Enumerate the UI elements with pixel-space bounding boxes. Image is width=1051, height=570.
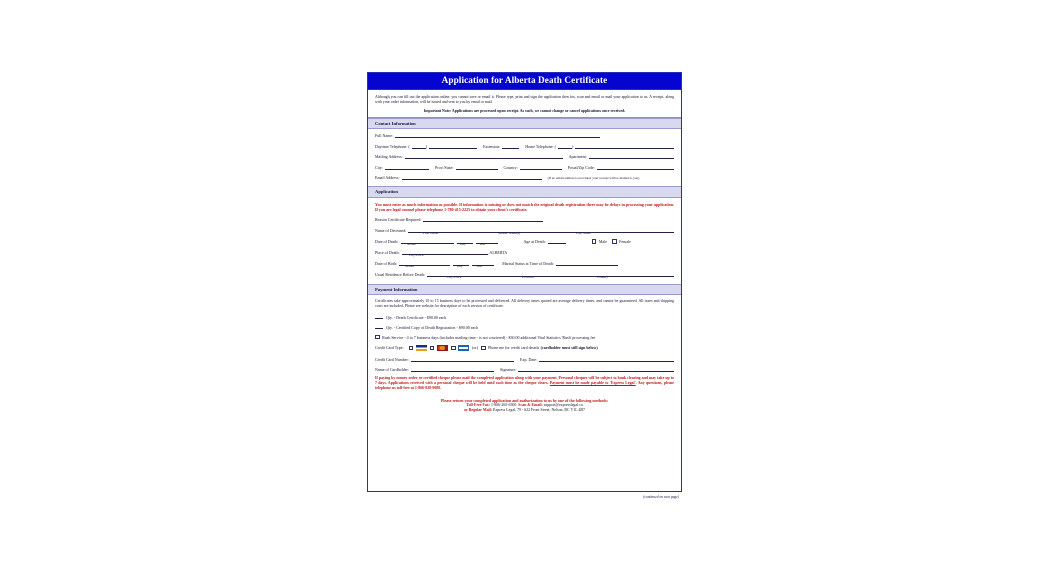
row-city-country — [375, 165, 674, 170]
section-heading-application — [368, 186, 681, 197]
regular-mail-line — [375, 408, 674, 413]
application-heading-label: Application — [375, 189, 398, 195]
delivery-time-text: Certificates take approximately 10 to 15 business days to be processed and delivered. All delivery times quoted are average delivery times, and cannot be guaranteed. All taxes and shipping costs are included. Please see website for description of each version of certificate. — [375, 299, 674, 309]
order-line-certified-copy — [375, 325, 674, 330]
continued-next-page-note: (continued on next page) — [643, 495, 679, 499]
page-title: Application for Alberta Death Certificate — [441, 75, 608, 85]
signature-label: Signature: — [500, 367, 517, 373]
place-of-death-city-sublabel: City/Town — [409, 252, 424, 257]
country-input[interactable] — [520, 165, 562, 170]
credit-card-type-label: Credit Card Type: — [375, 345, 404, 351]
place-of-death-sublabels — [375, 253, 674, 257]
email-address-input[interactable] — [402, 175, 542, 180]
intro-block — [368, 90, 681, 118]
mailing-address-label: Mailing Address: — [375, 154, 403, 160]
reason-certificate-input[interactable] — [423, 217, 543, 222]
phone-me-label: Phone me for credit card details — [488, 345, 540, 351]
death-month-sublabel: Month — [407, 241, 417, 246]
visa-checkbox[interactable] — [409, 346, 414, 351]
home-telephone-label: Home Telephone: ( — [525, 143, 556, 149]
place-of-death-province: , ALBERTA — [487, 249, 508, 255]
extension-input[interactable] — [502, 144, 519, 149]
home-paren-close: ) — [571, 143, 574, 149]
money-order-text-b: . Any questions, please telephone us toll-free at 1-866-828-9680. — [375, 381, 675, 391]
mailing-address-input[interactable] — [405, 154, 563, 159]
male-checkbox[interactable] — [592, 239, 597, 244]
prov-state-input[interactable] — [456, 165, 498, 170]
home-area-code-input[interactable] — [558, 144, 572, 149]
amex-checkbox[interactable] — [451, 346, 456, 351]
amex-icon — [458, 345, 469, 351]
marital-status-label: Marital Status at Time of Death: — [502, 260, 554, 266]
row-email-address — [375, 175, 674, 180]
female-checkbox[interactable] — [612, 239, 617, 244]
form-title-bar — [368, 73, 681, 90]
name-of-cardholder-input[interactable] — [411, 367, 494, 372]
female-label: Female — [619, 238, 631, 244]
row-cardholder-signature — [375, 367, 674, 372]
male-label: Male — [598, 238, 608, 244]
regular-mail-value: Express Legal, 79 - 622 Front Street, Nelson, BC V1L 4B7 — [492, 408, 585, 413]
birth-month-sublabel: Month — [405, 263, 415, 268]
row-mailing-address — [375, 154, 674, 159]
exp-date-label: Exp. Date: — [520, 356, 538, 362]
application-body — [368, 198, 681, 284]
death-day-sublabel: Day — [460, 241, 466, 246]
place-of-death-label: Place of Death: — [375, 249, 400, 255]
intro-paragraph: Although you can fill out the application online, you cannot save or email it. Please type, print and sign the application then fax, scan and email or mail your application to us. A receipt, along with your order information, will be issued and sent to you by email or mail. — [375, 95, 674, 105]
daytime-paren-close: ) — [425, 143, 428, 149]
residence-city-sublabel: City/Town — [447, 274, 462, 279]
last-name-sublabel: Last Name — [576, 230, 591, 235]
email-address-label: Email Address: — [375, 175, 400, 181]
email-hint-text: (If no email address is provided, your receipt will be mailed to you) — [547, 176, 640, 181]
application-form-sheet — [367, 72, 682, 499]
row-full-name — [375, 133, 674, 138]
payment-information-body — [368, 295, 681, 417]
important-note: Important Note: Applications are processed upon receipt. As such, we cannot change or cancel applications once received. — [423, 108, 626, 113]
application-warning-text: You must enter as much information as possible. If information is missing or does not match the original death registration there may be delays in processing your application. If you are legal counsel please telephone 1-780-415-2225 to obtain your client's certificate. — [375, 201, 674, 212]
scan-email-value[interactable]: support@expresslegal.ca — [543, 403, 583, 408]
mastercard-checkbox[interactable] — [430, 346, 435, 351]
date-of-death-label: Date of Death: — [375, 238, 399, 244]
full-name-label: Full Name: — [375, 133, 394, 139]
credit-card-number-label: Credit Card Number: — [375, 356, 409, 362]
age-at-death-label: Age at Death: — [523, 238, 546, 244]
marital-status-input[interactable] — [556, 261, 618, 266]
money-order-text-a: If paying by money order or certified cheque please mail the completed application along with your payment. Personal cheques will be subject to bank clearing and may take up to 7 days. Applications received with a personal cheque will be held until such time as the cheque clears. — [375, 376, 674, 386]
or-label: (or) — [472, 345, 479, 351]
fax-label: Toll-Free Fax: — [466, 403, 491, 408]
visa-icon — [416, 345, 427, 351]
certified-copy-qty-input[interactable] — [375, 325, 383, 329]
cardholder-sign-note: (cardholder must still sign below) — [540, 345, 598, 351]
death-certificate-qty-input[interactable] — [375, 315, 383, 319]
country-label: Country: — [503, 164, 518, 170]
date-of-birth-label: Date of Birth: — [375, 260, 398, 266]
home-telephone-input[interactable] — [575, 144, 674, 149]
residence-country-sublabel: Country — [597, 274, 609, 279]
apartment-input[interactable] — [589, 154, 674, 159]
section-heading-contact-information — [368, 118, 681, 129]
exp-date-input[interactable] — [539, 357, 674, 362]
row-telephones — [375, 144, 674, 149]
apartment-label: Apartment: — [568, 154, 587, 160]
regular-mail-label: or Regular Mail: — [464, 408, 492, 413]
name-of-cardholder-label: Name of Cardholder: — [375, 367, 409, 373]
contact-heading-label: Contact Information — [375, 120, 416, 126]
credit-card-number-input[interactable] — [411, 357, 514, 362]
contact-information-body — [368, 129, 681, 186]
payment-heading-label: Payment Information — [375, 287, 418, 293]
prov-state-label: Prov./State: — [435, 164, 454, 170]
birth-year-sublabel: Year — [476, 263, 483, 268]
payment-payable-underline: Payment must be made payable to 'Express Legal' — [549, 381, 636, 386]
order-line-death-certificate — [375, 315, 674, 320]
residence-province-sublabel: Province — [522, 274, 535, 279]
name-of-deceased-label: Name of Deceased: — [375, 227, 407, 233]
rush-service-label: Rush Service - 4 to 7 business days (includes mailing time - is not couriered) - $30.00 additional Vital Statistics 'Rush' processing fee — [382, 334, 596, 340]
row-reason-certificate-required — [375, 217, 674, 222]
postal-zip-input[interactable] — [597, 165, 674, 170]
rush-service-checkbox[interactable] — [375, 335, 380, 340]
city-input[interactable] — [385, 165, 429, 170]
daytime-telephone-input[interactable] — [429, 144, 477, 149]
full-name-input[interactable] — [395, 133, 600, 138]
phone-me-checkbox[interactable] — [481, 346, 486, 351]
reason-certificate-label: Reason Certificate Required: — [375, 217, 422, 223]
first-name-sublabel: First Name — [423, 230, 439, 235]
city-label: City: — [375, 164, 384, 170]
extension-label: Extension: — [483, 143, 501, 149]
section-heading-payment-information — [368, 284, 681, 295]
money-order-instructions — [375, 376, 674, 392]
middle-names-sublabel: Middle Name(s) — [498, 230, 521, 235]
postal-zip-label: Postal/Zip Code: — [567, 164, 595, 170]
daytime-telephone-label: Daytime Telephone: ( — [375, 143, 410, 149]
row-credit-card-number — [375, 357, 674, 362]
death-certificate-label: Qty. - Death Certificate - $90.00 each — [386, 314, 447, 320]
birth-day-sublabel: Day — [457, 263, 463, 268]
scan-email-label: Scan & Email: — [518, 403, 543, 408]
order-line-rush-service — [375, 335, 674, 340]
return-methods-heading: Please return your completed application and authorization to us by one of the following methods: — [440, 397, 609, 403]
signature-input[interactable] — [518, 367, 674, 372]
mastercard-icon — [437, 345, 448, 351]
fax-value: 1-866-265-6300, — [491, 403, 518, 408]
certified-copy-label: Qty. - Certified Copy of Death Registration - $90.00 each — [386, 324, 479, 330]
death-year-sublabel: Year — [479, 241, 486, 246]
age-at-death-input[interactable] — [548, 239, 566, 244]
row-credit-card-type — [375, 345, 674, 351]
usual-residence-label: Usual Residence Before Death: — [375, 271, 426, 277]
daytime-area-code-input[interactable] — [412, 144, 426, 149]
